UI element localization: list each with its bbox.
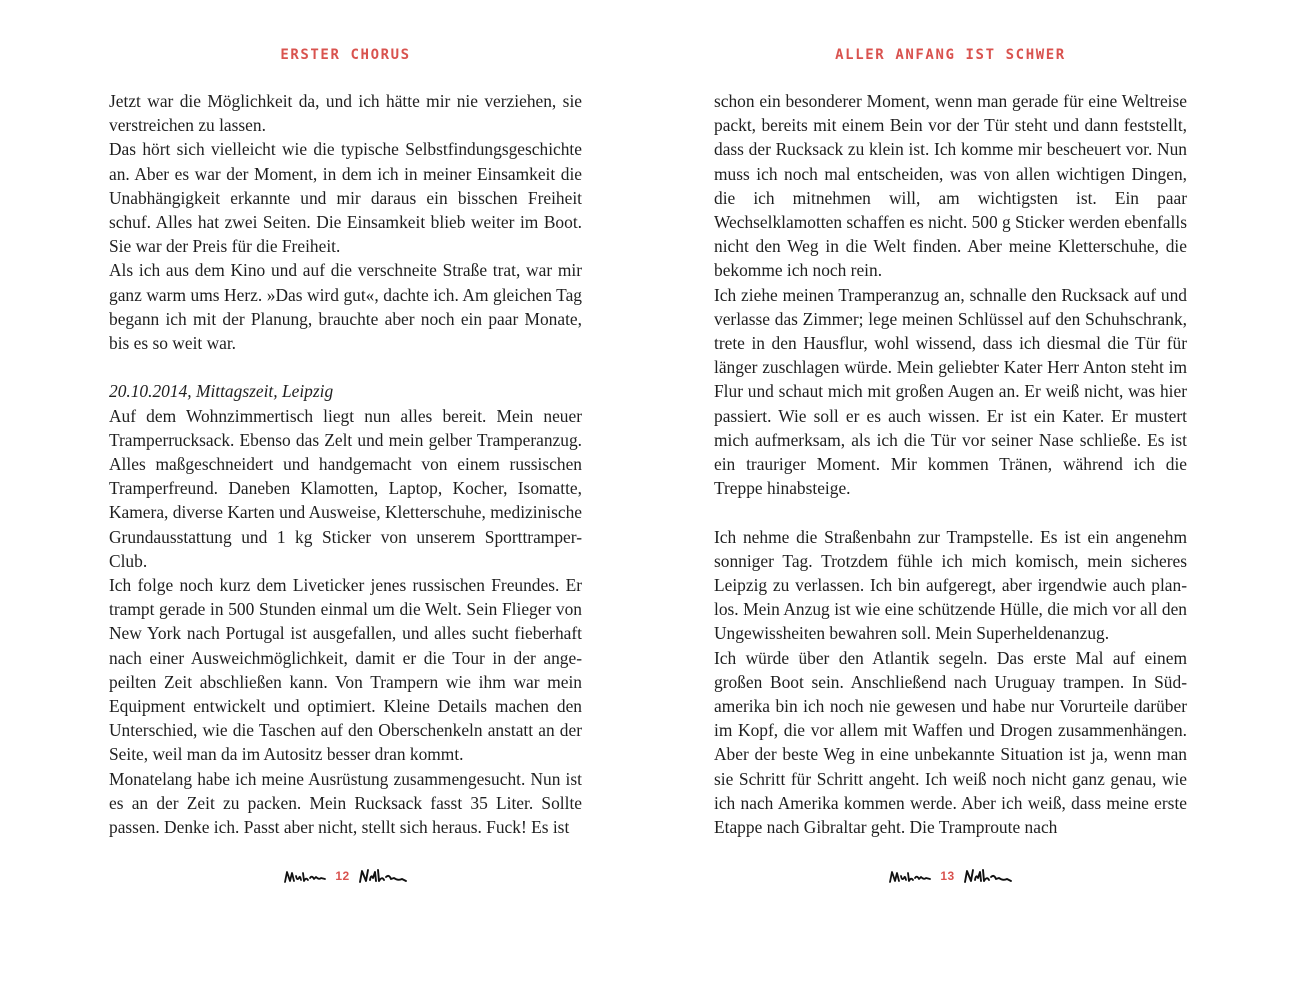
paragraph: Ich nehme die Straßenbahn zur Trampstelle. Es ist ein angenehm sonniger Tag. Trotzdem fühle ich mich komisch, mein sicheres Leipzig zu verlassen. Ich bin aufgeregt, aber irgendwie auch planlos. Mein Anzug ist wie eine schützende Hülle, die mich vor all den Ungewissheiten bewahren soll. Mein Superheldenanzug. — [714, 526, 1187, 644]
paragraph: Als ich aus dem Kino und auf die verschneite Straße trat, war mir ganz warm ums Herz. »Das wird gut«, dachte ich. Am gleichen Tag begann ich mit der Planung, brauchte aber noch ein paar Monate, bis es so weit war. — [109, 260, 582, 354]
dateline: 20.10.2014, Mittagszeit, Leipzig — [109, 381, 334, 402]
paragraph: Das hört sich vielleicht wie die typische Selbstfindungsgeschichte an. Aber es war der Moment, in dem ich in meiner Einsamkeit die Unabhängigkeit erkannte und mir daraus ein bisschen Freiheit schuf. Alles hat zwei Seiten. Die Einsamkeit blieb weiter im Boot. Sie war der Preis für die Freiheit. — [109, 139, 582, 257]
page-number-left: 12 — [335, 869, 350, 883]
paragraph: Monatelang habe ich meine Ausrüstung zusammengesucht. Nun ist es an der Zeit zu packen. Mein Rucksack fasst 35 Liter. Sollte passen. Denke ich. Passt aber nicht, stellt sich heraus. Fuck! Es ist — [109, 768, 582, 838]
body-text-left — [109, 89, 582, 839]
paragraph: Auf dem Wohnzimmertisch liegt nun alles bereit. Mein neuer Tramperrucksack. Ebenso das Zelt und mein gelber Tramperanzug. Alles maßgeschneidert und handgemacht von einem russischen Tramperfreund. Daneben Klamotten, Laptop, Kocher, Isomatte, Kamera, diverse Karten und Ausweise, Kletterschuhe, medizinische Grundausstattung und 1 kg Sticker von unserem Sporttramper-Club. — [109, 405, 582, 571]
body-text-right — [714, 89, 1187, 839]
folio-left — [109, 866, 582, 886]
paragraph: Ich würde über den Atlantik segeln. Das erste Mal auf einem großen Boot sein. Anschließend nach Uruguay trampen. In Südamerika bin ich noch nie gewesen und habe nur Vorurteile darüber im Kopf, die vor allem mit Waffen und Drogen zusammenhängen. Aber der beste Weg in eine unbekannte Situation ist ja, wenn man sie Schritt für Schritt angeht. Ich weiß noch nicht ganz genau, wie ich nach Amerika kommen werde. Aber ich weiß, dass meine erste Etappe nach Gibraltar geht. Die Tramproute nach — [714, 647, 1187, 838]
left-page — [109, 0, 582, 1000]
running-head-left: ERSTER CHORUS — [280, 47, 411, 63]
right-page — [714, 0, 1187, 1000]
paragraph: Ich ziehe meinen Tramperanzug an, schnalle den Rucksack auf und verlasse das Zimmer; lege meinen Schlüssel auf den Schuhschrank, trete in den Hausflur, wohl wissend, dass ich diesmal die Tür für länger zuschlagen würde. Mein geliebter Kater Herr Anton steht im Flur und schaut mich mit großen Augen an. Er weiß nicht, was hier passiert. Wie soll er es auch wissen. Er ist ein Kater. Er mustert mich aufmerksam, als ich die Tür vor seiner Nase schließe. Es ist ein trauriger Moment. Mir kommen Tränen, während ich die Treppe hinabsteige. — [714, 284, 1187, 499]
handwritten-ornament-right-icon — [963, 866, 1013, 886]
paragraph: schon ein besonderer Moment, wenn man gerade für eine Weltreise packt, bereits mit einem Bein vor der Tür steht und dann feststellt, dass der Rucksack zu klein ist. Ich komme mir bescheuert vor. Nun muss ich noch mal entscheiden, was von allen wichtigen Dingen, die ich mitnehmen will, am wichtigsten ist. Ein paar Wechselklamotten schaffen es nicht. 500 g Sticker werden ebenfalls nicht den Weg in die Welt finden. Aber meine Kletterschuhe, die bekomme ich noch rein. — [714, 91, 1187, 281]
paragraph: Ich folge noch kurz dem Liveticker jenes russischen Freundes. Er trampt gerade in 500 Stunden einmal um die Welt. Sein Flieger von New York nach Portugal ist ausgefallen, und alles sucht fieberhaft nach einer Ausweichmöglichkeit, damit er die Tour in der angepeilten Zeit abschließen kann. Von Trampern wie ihm war mein Equipment entwickelt und optimiert. Kleine Details machen den Unterschied, wie die Taschen auf den Oberschenkeln anstatt an der Seite, weil man da im Autositz besser dran kommt. — [109, 575, 582, 765]
handwritten-ornament-right-icon — [358, 866, 408, 886]
handwritten-ornament-left-icon — [283, 868, 327, 884]
paragraph: Jetzt war die Möglichkeit da, und ich hätte mir nie verziehen, sie verstreichen zu lassen. — [109, 91, 582, 136]
page-number-right: 13 — [940, 869, 955, 883]
folio-right — [714, 866, 1187, 886]
handwritten-ornament-left-icon — [888, 868, 932, 884]
running-head-right: ALLER ANFANG IST SCHWER — [835, 47, 1066, 63]
